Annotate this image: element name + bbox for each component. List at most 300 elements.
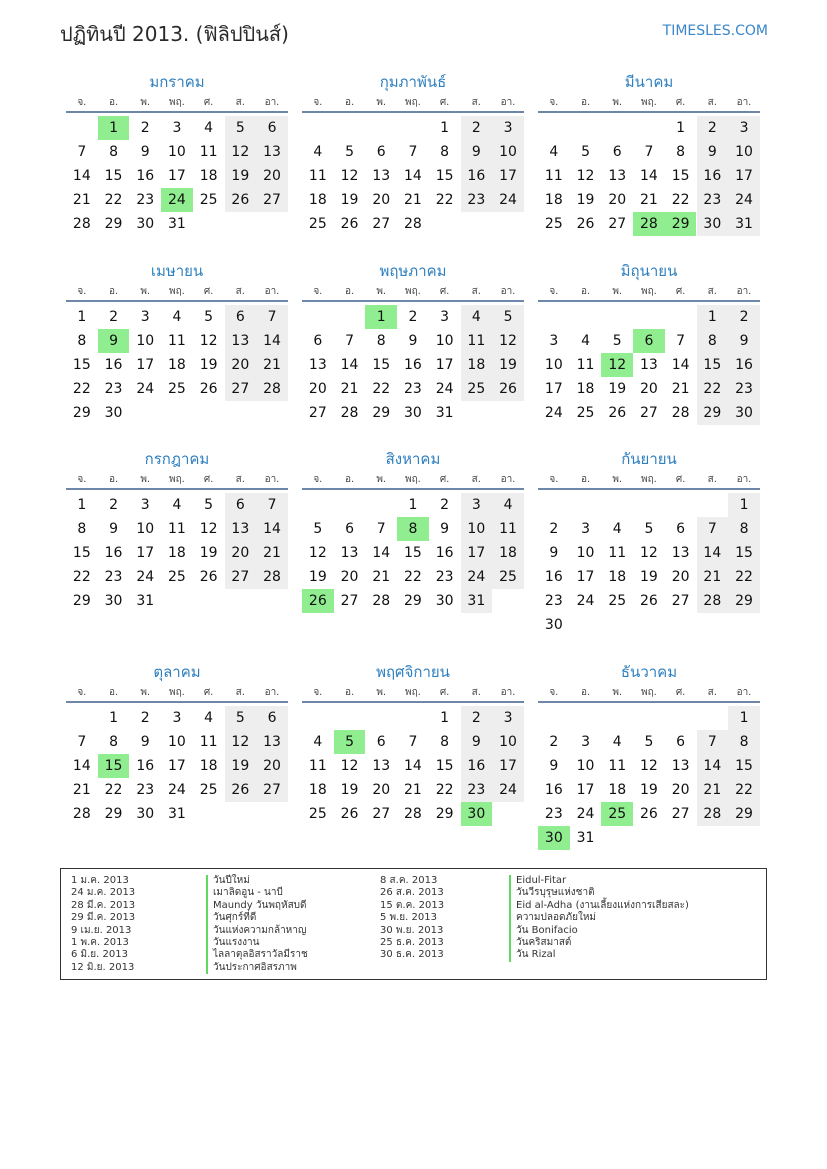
day-cell: 29 xyxy=(72,593,91,609)
holiday-day-cell: 28 xyxy=(633,212,665,236)
day-cell: 21 xyxy=(256,353,288,377)
day-cell: 17 xyxy=(576,782,595,798)
day-cell: 3 xyxy=(440,309,450,325)
day-cell: 25 xyxy=(168,569,186,585)
day-grid xyxy=(302,113,524,257)
day-cell: 18 xyxy=(576,381,595,397)
day-grid xyxy=(538,490,760,634)
weekday-label: พ. xyxy=(612,286,623,297)
day-cell: 6 xyxy=(612,144,622,160)
weekday-header xyxy=(66,471,288,490)
day-cell: 15 xyxy=(372,357,391,373)
day-cell: 18 xyxy=(308,192,327,208)
day-cell: 25 xyxy=(308,216,327,232)
day-cell: 25 xyxy=(608,593,627,609)
day-cell: 17 xyxy=(461,541,493,565)
weekday-label: ศ. xyxy=(439,286,450,297)
day-cell: 13 xyxy=(256,140,288,164)
month-name: กันยายน xyxy=(621,450,677,468)
day-cell: 12 xyxy=(340,758,359,774)
weekday-label: อ. xyxy=(580,286,591,297)
weekday-label: อา. xyxy=(500,687,516,698)
day-cell: 30 xyxy=(104,593,123,609)
day-cell: 14 xyxy=(697,754,729,778)
day-cell: 10 xyxy=(136,521,155,537)
holiday-name: เมาลิดอูน - นาบี xyxy=(206,887,308,899)
day-grid xyxy=(66,703,288,847)
weekday-label: อา. xyxy=(500,286,516,297)
day-cell: 8 xyxy=(676,144,686,160)
holiday-name: Eid al-Adha (งานเลี้ยงแห่งการเสียสละ) xyxy=(509,900,689,912)
weekday-label: อ. xyxy=(108,97,119,108)
weekday-header xyxy=(538,471,760,490)
day-cell: 16 xyxy=(435,545,454,561)
day-cell: 14 xyxy=(640,168,658,184)
day-cell: 30 xyxy=(435,593,454,609)
day-cell: 28 xyxy=(72,806,91,822)
weekday-label: พ. xyxy=(140,286,151,297)
day-cell: 3 xyxy=(492,116,524,140)
day-cell: 2 xyxy=(461,706,493,730)
day-cell: 10 xyxy=(168,734,186,750)
day-cell: 17 xyxy=(492,754,524,778)
day-cell: 25 xyxy=(308,806,327,822)
day-cell: 5 xyxy=(225,116,257,140)
day-cell: 12 xyxy=(492,329,524,353)
holiday-date: 25 ธ.ค. 2013 xyxy=(380,936,444,948)
day-cell: 3 xyxy=(461,493,493,517)
day-cell: 20 xyxy=(372,192,391,208)
holiday-date: 24 ม.ค. 2013 xyxy=(71,887,136,899)
day-cell: 16 xyxy=(461,164,493,188)
holiday-name: วันศุกร์ที่ดี xyxy=(206,912,308,924)
weekday-label: พฤ. xyxy=(404,687,421,698)
day-cell: 6 xyxy=(345,521,354,537)
day-cell: 11 xyxy=(308,758,327,774)
day-cell: 30 xyxy=(544,617,563,633)
day-cell: 26 xyxy=(640,593,658,609)
day-cell: 16 xyxy=(404,357,422,373)
holiday-name: ความปลอดภัยใหม่ xyxy=(509,912,689,924)
day-cell: 20 xyxy=(225,353,257,377)
day-cell: 9 xyxy=(549,545,559,561)
holiday-date: 1 พ.ค. 2013 xyxy=(71,936,129,948)
day-cell: 7 xyxy=(408,144,418,160)
day-cell: 10 xyxy=(576,545,595,561)
day-cell: 14 xyxy=(340,357,359,373)
day-cell: 28 xyxy=(72,216,91,232)
day-cell: 24 xyxy=(136,381,155,397)
day-cell: 30 xyxy=(136,216,155,232)
holiday-date: 15 ต.ค. 2013 xyxy=(380,899,445,911)
day-cell: 25 xyxy=(461,377,493,401)
day-cell: 7 xyxy=(77,734,87,750)
day-grid xyxy=(66,113,288,257)
day-cell: 21 xyxy=(72,782,91,798)
day-cell: 31 xyxy=(435,405,454,421)
weekday-label: ศ. xyxy=(203,97,214,108)
day-cell: 26 xyxy=(199,569,218,585)
month-name: กุมภาพันธ์ xyxy=(379,73,447,91)
day-cell: 30 xyxy=(728,401,760,425)
day-cell: 6 xyxy=(676,521,686,537)
day-cell: 27 xyxy=(256,188,288,212)
weekday-label: อ. xyxy=(580,474,591,485)
day-cell: 6 xyxy=(376,144,386,160)
day-cell: 6 xyxy=(313,333,323,349)
holiday-date: 9 เม.ย. 2013 xyxy=(71,924,132,936)
day-cell: 28 xyxy=(256,377,288,401)
weekday-header xyxy=(538,283,760,302)
day-cell: 4 xyxy=(172,497,182,513)
holiday-date: 8 ส.ค. 2013 xyxy=(380,875,438,886)
day-cell: 27 xyxy=(671,593,690,609)
day-cell: 30 xyxy=(136,806,155,822)
weekday-label: พฤ. xyxy=(404,286,421,297)
weekday-label: อา. xyxy=(264,97,280,108)
holiday-list xyxy=(60,868,767,980)
weekday-label: อ. xyxy=(108,687,119,698)
day-cell: 7 xyxy=(345,333,354,349)
day-cell: 29 xyxy=(728,802,760,826)
day-cell: 26 xyxy=(199,381,218,397)
day-cell: 19 xyxy=(492,353,524,377)
page-title: ปฏิทินปี 2013. (ฟิลิปปินส์) xyxy=(60,22,289,46)
weekday-header xyxy=(538,94,760,113)
day-cell: 1 xyxy=(440,120,450,136)
day-cell: 8 xyxy=(728,730,760,754)
day-cell: 27 xyxy=(671,806,690,822)
day-cell: 12 xyxy=(225,140,257,164)
weekday-header xyxy=(66,684,288,703)
month-name: พฤษภาคม xyxy=(379,262,447,280)
day-cell: 27 xyxy=(225,565,257,589)
day-cell: 3 xyxy=(172,120,182,136)
day-cell: 6 xyxy=(225,493,257,517)
day-cell: 7 xyxy=(77,144,87,160)
day-cell: 29 xyxy=(72,405,91,421)
day-cell: 13 xyxy=(372,168,391,184)
day-cell: 21 xyxy=(640,192,658,208)
day-cell: 4 xyxy=(313,734,323,750)
month-block xyxy=(538,660,760,847)
day-cell: 16 xyxy=(728,353,760,377)
day-cell: 12 xyxy=(199,521,218,537)
day-cell: 27 xyxy=(308,405,327,421)
day-cell: 11 xyxy=(461,329,493,353)
month-block xyxy=(66,660,288,847)
day-cell: 27 xyxy=(225,377,257,401)
weekday-label: จ. xyxy=(77,687,87,698)
day-cell: 15 xyxy=(728,754,760,778)
holiday-name: วันประกาศอิสรภาพ xyxy=(206,962,308,974)
weekday-label: อา. xyxy=(500,474,516,485)
holiday-day-cell: 30 xyxy=(538,826,570,850)
day-cell: 4 xyxy=(204,120,214,136)
day-cell: 10 xyxy=(168,144,186,160)
holiday-name: วันปีใหม่ xyxy=(206,875,308,887)
day-cell: 27 xyxy=(372,216,391,232)
day-cell: 14 xyxy=(256,517,288,541)
day-cell: 1 xyxy=(697,305,729,329)
day-cell: 11 xyxy=(308,168,327,184)
day-cell: 26 xyxy=(576,216,595,232)
day-cell: 6 xyxy=(225,305,257,329)
day-cell: 25 xyxy=(576,405,595,421)
day-cell: 10 xyxy=(492,140,524,164)
day-cell: 14 xyxy=(671,357,690,373)
weekday-label: อ. xyxy=(344,97,355,108)
holiday-date: 12 มิ.ย. 2013 xyxy=(71,961,135,973)
weekday-label: พฤ. xyxy=(404,474,421,485)
day-cell: 24 xyxy=(576,806,595,822)
holiday-day-cell: 29 xyxy=(665,212,697,236)
day-cell: 22 xyxy=(404,569,422,585)
weekday-label: ศ. xyxy=(203,474,214,485)
month-name: มกราคม xyxy=(149,73,205,91)
brand-link[interactable]: TIMESLES.COM xyxy=(662,23,768,39)
weekday-header xyxy=(302,684,524,703)
day-cell: 21 xyxy=(404,192,422,208)
weekday-label: จ. xyxy=(549,286,559,297)
holiday-name: วันคริสมาสต์ xyxy=(509,937,689,949)
day-cell: 22 xyxy=(435,782,454,798)
day-cell: 16 xyxy=(697,164,729,188)
day-cell: 23 xyxy=(104,381,123,397)
weekday-label: พฤ. xyxy=(640,97,657,108)
day-cell: 11 xyxy=(168,521,186,537)
day-cell: 2 xyxy=(140,120,150,136)
day-cell: 2 xyxy=(440,497,450,513)
holiday-day-cell: 25 xyxy=(601,802,633,826)
day-cell: 13 xyxy=(225,329,257,353)
day-cell: 14 xyxy=(256,329,288,353)
day-cell: 18 xyxy=(608,782,627,798)
month-name: พฤศจิกายน xyxy=(376,663,450,681)
month-name: ธันวาคม xyxy=(620,663,678,681)
day-cell: 9 xyxy=(408,333,418,349)
day-cell: 18 xyxy=(608,569,627,585)
day-cell: 13 xyxy=(671,758,690,774)
weekday-label: อ. xyxy=(580,97,591,108)
day-cell: 2 xyxy=(109,497,118,513)
day-cell: 30 xyxy=(404,405,422,421)
weekday-label: จ. xyxy=(313,474,323,485)
day-cell: 31 xyxy=(576,830,595,846)
day-cell: 25 xyxy=(492,565,524,589)
month-name: มีนาคม xyxy=(624,73,674,91)
day-cell: 24 xyxy=(168,782,186,798)
day-cell: 2 xyxy=(697,116,729,140)
holiday-date: 30 พ.ย. 2013 xyxy=(380,924,444,936)
day-cell: 28 xyxy=(404,216,422,232)
weekday-label: อ. xyxy=(344,474,355,485)
day-cell: 29 xyxy=(435,806,454,822)
holiday-date: 29 มี.ค. 2013 xyxy=(71,912,136,924)
day-cell: 12 xyxy=(199,333,218,349)
day-cell: 9 xyxy=(461,140,493,164)
weekday-label: ศ. xyxy=(203,687,214,698)
day-cell: 18 xyxy=(168,545,186,561)
day-cell: 3 xyxy=(140,309,150,325)
day-cell: 23 xyxy=(697,188,729,212)
day-cell: 23 xyxy=(461,778,493,802)
day-cell: 6 xyxy=(676,734,686,750)
day-cell: 28 xyxy=(256,565,288,589)
day-cell: 5 xyxy=(644,734,654,750)
day-cell: 1 xyxy=(728,493,760,517)
day-cell: 22 xyxy=(72,569,91,585)
day-cell: 5 xyxy=(345,144,354,160)
day-cell: 23 xyxy=(544,806,563,822)
day-cell: 20 xyxy=(671,569,690,585)
day-cell: 4 xyxy=(612,734,622,750)
weekday-label: อ. xyxy=(108,474,119,485)
day-cell: 2 xyxy=(461,116,493,140)
day-cell: 16 xyxy=(544,569,563,585)
weekday-label: ศ. xyxy=(439,687,450,698)
day-cell: 21 xyxy=(340,381,359,397)
day-cell: 2 xyxy=(549,521,559,537)
weekday-label: พฤ. xyxy=(640,474,657,485)
holiday-name: วันแห่งความกล้าหาญ xyxy=(206,925,308,937)
holiday-name: วัน Rizal xyxy=(509,949,689,961)
day-cell: 20 xyxy=(308,381,327,397)
weekday-header xyxy=(66,283,288,302)
day-cell: 12 xyxy=(225,730,257,754)
day-cell: 8 xyxy=(697,329,729,353)
holiday-day-cell: 12 xyxy=(601,353,633,377)
day-cell: 1 xyxy=(77,309,87,325)
weekday-label: จ. xyxy=(313,97,323,108)
day-cell: 20 xyxy=(256,754,288,778)
day-cell: 18 xyxy=(461,353,493,377)
day-cell: 5 xyxy=(313,521,323,537)
day-cell: 14 xyxy=(72,168,91,184)
weekday-label: ส. xyxy=(235,286,245,297)
day-cell: 16 xyxy=(461,754,493,778)
day-cell: 4 xyxy=(313,144,323,160)
day-cell: 22 xyxy=(435,192,454,208)
weekday-label: จ. xyxy=(549,474,559,485)
month-name: เมษายน xyxy=(150,262,204,280)
day-cell: 16 xyxy=(544,782,563,798)
weekday-label: จ. xyxy=(77,286,87,297)
holiday-day-cell: 1 xyxy=(98,116,130,140)
day-cell: 7 xyxy=(676,333,686,349)
day-cell: 21 xyxy=(697,565,729,589)
day-cell: 21 xyxy=(256,541,288,565)
day-cell: 12 xyxy=(340,168,359,184)
day-cell: 4 xyxy=(612,521,622,537)
day-cell: 7 xyxy=(644,144,654,160)
day-cell: 26 xyxy=(608,405,627,421)
weekday-label: ศ. xyxy=(675,687,686,698)
day-cell: 17 xyxy=(136,545,155,561)
day-cell: 24 xyxy=(728,188,760,212)
weekday-label: จ. xyxy=(77,97,87,108)
day-cell: 13 xyxy=(340,545,359,561)
day-cell: 29 xyxy=(697,401,729,425)
day-cell: 2 xyxy=(140,710,150,726)
day-cell: 19 xyxy=(340,192,359,208)
weekday-label: ส. xyxy=(471,474,481,485)
day-cell: 15 xyxy=(72,357,91,373)
day-cell: 15 xyxy=(404,545,422,561)
day-cell: 10 xyxy=(461,517,493,541)
weekday-label: อ. xyxy=(580,687,591,698)
weekday-label: อา. xyxy=(264,286,280,297)
day-cell: 11 xyxy=(576,357,595,373)
month-block xyxy=(66,70,288,257)
day-cell: 23 xyxy=(136,192,155,208)
day-cell: 19 xyxy=(576,192,595,208)
day-cell: 15 xyxy=(728,541,760,565)
month-block xyxy=(66,259,288,446)
day-cell: 19 xyxy=(225,754,257,778)
day-cell: 24 xyxy=(492,188,524,212)
day-cell: 3 xyxy=(581,734,590,750)
weekday-label: พฤ. xyxy=(168,474,185,485)
day-cell: 7 xyxy=(697,517,729,541)
day-cell: 21 xyxy=(404,782,422,798)
day-cell: 19 xyxy=(640,782,658,798)
month-block xyxy=(302,447,524,634)
weekday-label: อา. xyxy=(500,97,516,108)
day-cell: 18 xyxy=(544,192,563,208)
day-cell: 7 xyxy=(408,734,418,750)
day-cell: 10 xyxy=(435,333,454,349)
day-cell: 29 xyxy=(104,806,123,822)
day-cell: 7 xyxy=(697,730,729,754)
day-cell: 15 xyxy=(435,758,454,774)
holiday-names-col-2 xyxy=(509,875,689,962)
day-cell: 20 xyxy=(640,381,658,397)
day-cell: 9 xyxy=(549,758,559,774)
day-cell: 8 xyxy=(440,144,450,160)
day-cell: 22 xyxy=(728,565,760,589)
day-cell: 20 xyxy=(608,192,627,208)
weekday-label: อา. xyxy=(264,687,280,698)
day-cell: 4 xyxy=(172,309,182,325)
day-cell: 20 xyxy=(225,541,257,565)
weekday-label: ศ. xyxy=(439,474,450,485)
weekday-label: อา. xyxy=(736,286,752,297)
day-cell: 31 xyxy=(168,216,186,232)
holiday-date: 28 มี.ค. 2013 xyxy=(71,899,136,911)
weekday-label: อา. xyxy=(736,474,752,485)
day-cell: 6 xyxy=(256,706,288,730)
holiday-day-cell: 24 xyxy=(161,188,193,212)
weekday-label: อา. xyxy=(264,474,280,485)
day-cell: 16 xyxy=(104,545,123,561)
day-cell: 2 xyxy=(549,734,559,750)
day-cell: 12 xyxy=(640,545,658,561)
day-cell: 20 xyxy=(340,569,359,585)
weekday-header xyxy=(302,283,524,302)
month-name: ตุลาคม xyxy=(153,663,201,681)
weekday-label: พ. xyxy=(612,687,623,698)
day-cell: 9 xyxy=(140,734,150,750)
day-cell: 1 xyxy=(408,497,418,513)
day-cell: 27 xyxy=(340,593,359,609)
day-cell: 4 xyxy=(581,333,590,349)
day-cell: 17 xyxy=(168,758,186,774)
day-cell: 8 xyxy=(109,144,118,160)
weekday-label: จ. xyxy=(313,687,323,698)
holiday-date: 5 พ.ย. 2013 xyxy=(380,912,437,924)
day-cell: 23 xyxy=(461,188,493,212)
